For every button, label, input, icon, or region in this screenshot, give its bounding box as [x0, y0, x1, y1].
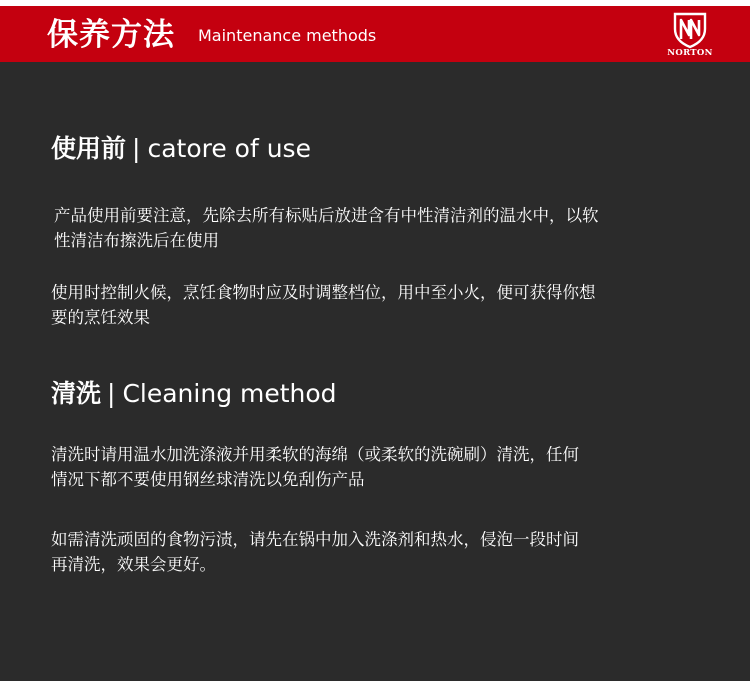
- section-heading-separator: |: [107, 379, 116, 408]
- section-heading-cn: 清洗: [51, 379, 102, 408]
- header-banner: [0, 6, 750, 62]
- paragraph-before-use-2: [51, 280, 701, 330]
- section-heading-separator: |: [132, 134, 141, 163]
- paragraph-cleaning-2: [51, 527, 701, 577]
- section-heading-en: catore of use: [147, 134, 311, 163]
- paragraph-line: 再清洗，效果会更好。: [51, 555, 216, 574]
- paragraph-before-use-1: [54, 203, 704, 253]
- section-heading-before-use: [51, 133, 311, 165]
- paragraph-line: 性清洁布擦洗后在使用: [54, 231, 219, 250]
- section-heading-en: Cleaning method: [122, 379, 337, 408]
- section-heading-cn: 使用前: [51, 134, 127, 163]
- logo-text: NORTON: [667, 48, 713, 58]
- paragraph-line: 情况下都不要使用钢丝球清洗以免刮伤产品: [51, 470, 365, 489]
- brand-logo: [662, 11, 718, 59]
- paragraph-line: 如需清洗顽固的食物污渍，请先在锅中加入洗涤剂和热水，侵泡一段时间: [51, 530, 579, 549]
- header-title-cn: 保养方法: [47, 17, 175, 53]
- paragraph-cleaning-1: [51, 442, 701, 492]
- paragraph-line: 清洗时请用温水加洗涤液并用柔软的海绵（或柔软的洗碗刷）清洗，任何: [51, 445, 579, 464]
- section-heading-cleaning: [51, 378, 337, 410]
- paragraph-line: 产品使用前要注意，先除去所有标贴后放进含有中性清洁剂的温水中，以软: [54, 206, 599, 225]
- shield-icon: [662, 11, 718, 49]
- paragraph-line: 要的烹饪效果: [51, 308, 150, 327]
- header-title-en: Maintenance methods: [198, 26, 377, 45]
- paragraph-line: 使用时控制火候，烹饪食物时应及时调整档位，用中至小火，便可获得你想: [51, 283, 596, 302]
